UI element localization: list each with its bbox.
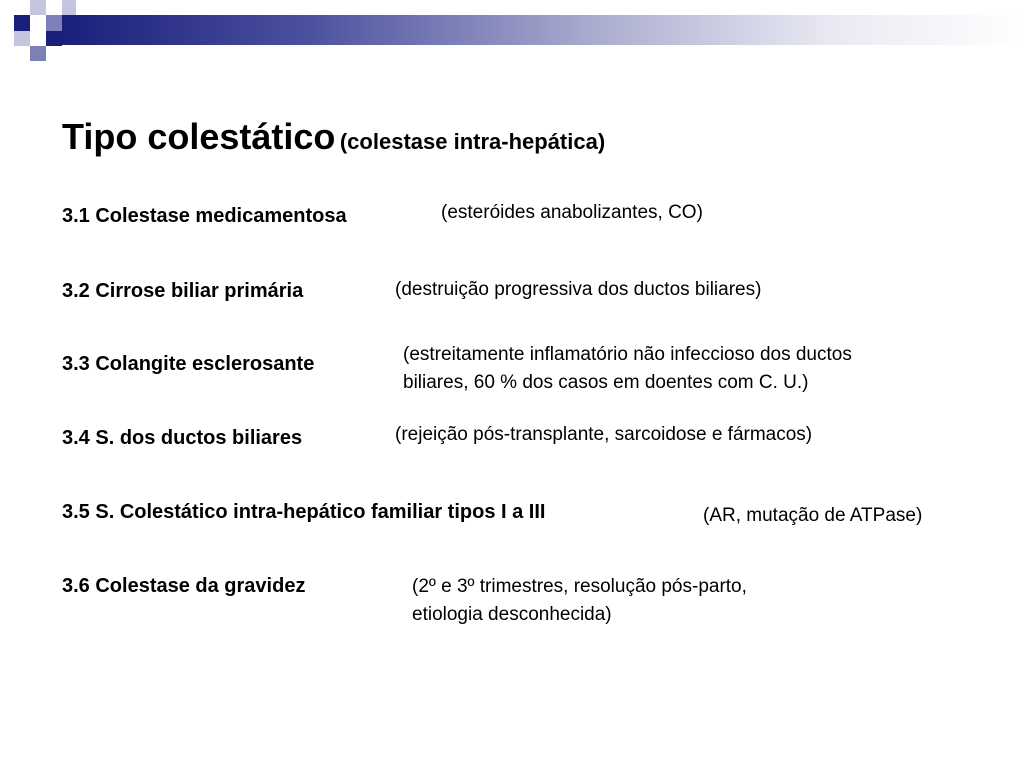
- list-item-note: [412, 573, 747, 629]
- list-item-label: 3.5 S. Colestático intra-hepático familiar tipos I a III: [62, 501, 546, 523]
- decor-square: [46, 31, 62, 46]
- list-item-note: [403, 341, 852, 397]
- list-item-label: 3.1 Colestase medicamentosa: [62, 205, 347, 227]
- slide-title-main: Tipo colestático: [62, 116, 336, 157]
- note-line: (AR, mutação de ATPase): [703, 505, 923, 526]
- decor-square: [30, 46, 46, 61]
- list-item-label: 3.6 Colestase da gravidez: [62, 575, 306, 597]
- decor-square: [30, 0, 46, 15]
- list-item-note: [395, 276, 761, 304]
- list-item-label: 3.2 Cirrose biliar primária: [62, 280, 304, 302]
- note-line: (destruição progressiva dos ductos biliares): [395, 279, 762, 300]
- header-gradient-bar: [62, 15, 1024, 45]
- decor-square: [14, 15, 30, 31]
- list-item-note: [395, 421, 812, 449]
- note-line: (2º e 3º trimestres, resolução pós-parto,: [412, 576, 747, 597]
- slide-title: [62, 116, 605, 158]
- list-item-label: 3.4 S. dos ductos biliares: [62, 427, 303, 449]
- note-line: etiologia desconhecida): [412, 604, 612, 625]
- decor-square: [14, 31, 30, 46]
- note-line: (rejeição pós-transplante, sarcoidose e fármacos): [395, 424, 813, 445]
- list-item-note: [703, 502, 922, 530]
- note-line: (esteróides anabolizantes, CO): [441, 202, 703, 223]
- list-item-note: [441, 199, 703, 227]
- decor-square: [46, 15, 62, 31]
- decor-square: [62, 0, 76, 15]
- header-decoration: [0, 0, 1024, 70]
- slide-title-sub: (colestase intra-hepática): [339, 129, 606, 154]
- list-item-label: 3.3 Colangite esclerosante: [62, 353, 315, 375]
- note-line: biliares, 60 % dos casos em doentes com C. U.): [403, 372, 809, 393]
- note-line: (estreitamente inflamatório não infeccioso dos ductos: [403, 344, 852, 365]
